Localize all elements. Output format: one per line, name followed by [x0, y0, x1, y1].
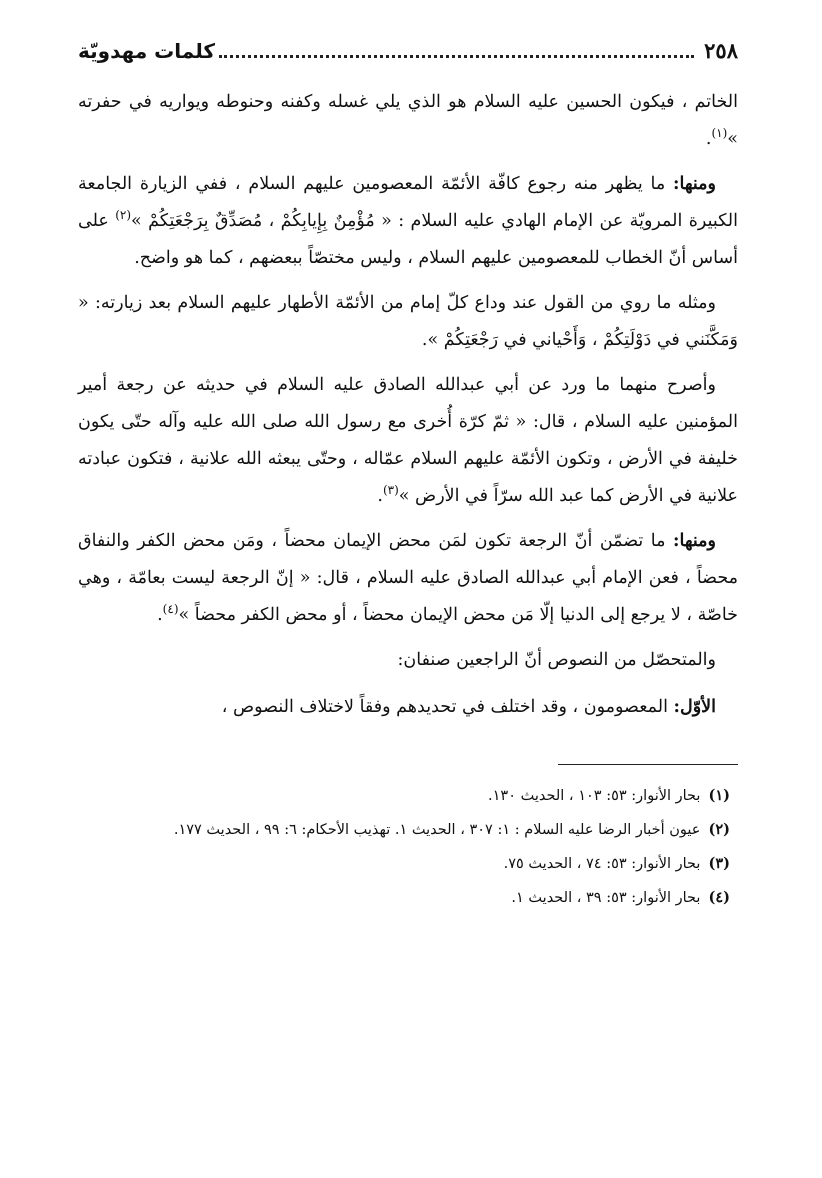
running-title: كلمات مهدويّة [78, 39, 215, 63]
header-dotted-leader [219, 43, 694, 58]
page-header [78, 30, 738, 64]
footnote-separator [558, 764, 738, 765]
footnote-item: (٤)بحار الأنوار: ٥٣: ٣٩ ، الحديث ١. [511, 889, 730, 906]
paragraph-lead: الأوّل: [673, 697, 716, 717]
footnote-ref: (٤) [162, 602, 179, 617]
paragraph: ومنها: ما تضمّن أنّ الرجعة تكون لمَن محض الإيمان محضاً ، ومَن محض الكفر والنفاق محضاً ، فعن الإمام أبي عبدالله الصادق عليه السلام ، قال: « إنّ الرجعة ليست بعامّة ، وهي خاصّة ، لا يرجع إلى الدنيا إلّا مَن محض الإيمان محضاً ، أو محض الكفر محضاً »$^{(٤)}$. [78, 531, 738, 625]
paragraph: والمتحصّل من النصوص أنّ الراجعين صنفان: [397, 650, 716, 670]
paragraph: الخاتم ، فيكون الحسين عليه السلام هو الذي يلي غسله وكفنه وحنوطه ويواريه في حفرته »$^{(١)}$. [78, 92, 738, 149]
page-number: ٢٥٨ [704, 38, 738, 63]
paragraph: وأصرح منهما ما ورد عن أبي عبدالله الصادق عليه السلام في حديثه عن رجعة أمير المؤمنين عليه السلام ، قال: « ثمّ كرّة أُخرى مع رسول الله صلى الله عليه وآله حتّى يكون خليفة في الأرض ، وتكون الأئمّة عليهم السلام عمّاله ، وحتّى يبعثه الله علانية ، فتكون عبادته علانية في الأرض كما عبد الله سرّاً في الأرض »$^{(٣)}$. [78, 375, 738, 506]
footnote-ref: (٢) [115, 208, 132, 223]
footnote-item: (٢)عيون أخبار الرضا عليه السلام : ١: ٣٠٧ ، الحديث ١. تهذيب الأحكام: ٦: ٩٩ ، الحديث ١٧٧. [173, 821, 730, 838]
footnote-ref: (٣) [382, 483, 399, 498]
footnote-item: (٣)بحار الأنوار: ٥٣: ٧٤ ، الحديث ٧٥. [503, 855, 730, 872]
footnote-item: (١)بحار الأنوار: ٥٣: ١٠٣ ، الحديث ١٣٠. [488, 787, 730, 804]
paragraph: ومنها: ما يظهر منه رجوع كافّة الأئمّة المعصومين عليهم السلام ، ففي الزيارة الجامعة الكبيرة المرويّة عن الإمام الهادي عليه السلام : « مُؤْمِنٌ بِإِيابِكُمْ ، مُصَدِّقٌ بِرَجْعَتِكُمْ »$^{(٢)}$ على أساس أنّ الخطاب للمعصومين عليهم السلام ، وليس مختصّاً ببعضهم ، كما هو واضح. [78, 174, 738, 268]
book-page [78, 30, 738, 1150]
footnotes [78, 779, 738, 915]
paragraph-lead: ومنها: [673, 174, 716, 194]
paragraph: الأوّل: المعصومون ، وقد اختلف في تحديدهم وفقاً لاختلاف النصوص ، [221, 697, 716, 717]
main-text [78, 84, 738, 726]
paragraph: ومثله ما روي من القول عند وداع كلّ إمام من الأئمّة الأطهار عليهم السلام بعد زيارته: « وَمَكَّنَني في دَوْلَتِكُمْ ، وَأَحْياني في رَجْعَتِكُمْ ». [78, 293, 738, 350]
paragraph-lead: ومنها: [673, 531, 716, 551]
footnote-ref: (١) [711, 126, 728, 141]
